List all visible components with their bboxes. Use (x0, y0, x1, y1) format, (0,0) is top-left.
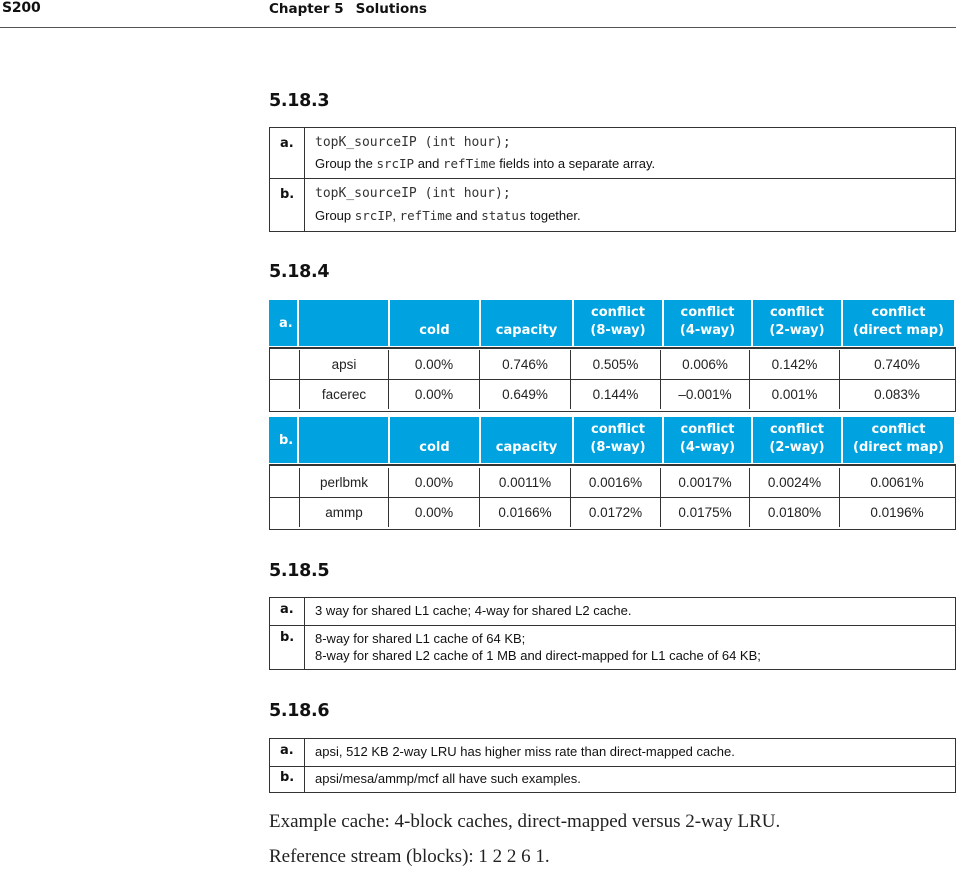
text-run: , (392, 208, 400, 223)
row-body (305, 128, 955, 178)
table-row (269, 468, 956, 498)
header-line: (8-way) (590, 323, 646, 338)
row-text: apsi/mesa/ammp/mcf all have such examples. (315, 771, 581, 786)
table-5-18-3 (269, 127, 956, 232)
row-name: facerec (300, 380, 389, 409)
row-name: ammp (300, 498, 389, 527)
table-header-a (269, 300, 956, 346)
col-header-conflict-8way (574, 417, 662, 463)
function-signature: topK_sourceIP (int hour); (315, 186, 511, 201)
header-line: conflict (871, 422, 926, 437)
row-label: a. (270, 598, 305, 625)
cell: 0.0172% (571, 498, 661, 527)
page-header (0, 0, 956, 28)
cell: 0.00% (389, 498, 480, 527)
code-run: srcIP (354, 208, 393, 223)
header-line: (4-way) (679, 323, 736, 338)
table-row (269, 350, 956, 380)
header-line: conflict (680, 422, 735, 437)
row-spacer (269, 350, 300, 379)
table-row (270, 767, 955, 792)
cell: 0.0016% (571, 468, 661, 497)
header-rule (0, 27, 956, 28)
text-run: and (414, 156, 443, 171)
page-number: S200 (2, 0, 41, 16)
row-spacer (269, 468, 300, 497)
cell: 0.0166% (480, 498, 571, 527)
code-run: srcIP (376, 156, 415, 171)
text-run: and (452, 208, 482, 223)
header-line: conflict (770, 305, 824, 320)
header-line: conflict (680, 305, 735, 320)
running-head (269, 1, 427, 17)
cell: 0.006% (661, 350, 750, 379)
cell: 0.746% (480, 350, 571, 379)
body-text-line: Reference stream (blocks): 1 2 2 6 1. (269, 846, 550, 867)
table-row (269, 380, 956, 409)
table-5-18-4 (269, 300, 956, 530)
row-description (315, 156, 955, 171)
header-line: conflict (770, 422, 824, 437)
body-text-line: Example cache: 4-block caches, direct-mapped versus 2-way LRU. (269, 811, 781, 832)
section-title-5-18-4: 5.18.4 (269, 262, 330, 282)
cell: 0.0061% (870, 475, 924, 490)
section-title-5-18-5: 5.18.5 (269, 561, 330, 581)
col-header-conflict-4way (664, 417, 751, 463)
header-line: conflict (591, 305, 645, 320)
row-text-line: 8-way for shared L1 cache of 64 KB; (315, 631, 526, 646)
table-5-18-6 (269, 738, 956, 793)
col-header-cold (390, 417, 479, 463)
col-header-cold (390, 300, 479, 346)
table-row (270, 626, 955, 669)
header-blank (299, 417, 388, 463)
header-line: capacity (495, 323, 558, 338)
row-text-line: 8-way for shared L2 cache of 1 MB and direct-mapped for L1 cache of 64 KB; (315, 648, 761, 663)
row-label: a. (270, 128, 305, 178)
code-run: refTime (399, 208, 453, 223)
col-header-conflict-direct (843, 300, 954, 346)
function-signature: topK_sourceIP (int hour); (315, 135, 511, 150)
row-spacer (269, 498, 300, 527)
row-text: 3 way for shared L1 cache; 4-way for shared L2 cache. (315, 603, 632, 618)
col-header-capacity (481, 300, 572, 346)
section-label: Solutions (355, 1, 427, 17)
row-description (315, 208, 955, 223)
row-spacer (269, 380, 300, 409)
header-line: cold (419, 440, 450, 455)
col-header-conflict-8way (574, 300, 662, 346)
row-text: apsi, 512 KB 2-way LRU has higher miss rate than direct-mapped cache. (315, 744, 735, 759)
table-row (270, 128, 955, 179)
cell: 0.00% (389, 350, 480, 379)
chapter-label: Chapter 5 (269, 1, 344, 17)
text-run: Group the (315, 156, 377, 171)
header-line: (2-way) (769, 440, 825, 455)
col-header-conflict-4way (664, 300, 751, 346)
header-line: conflict (591, 422, 645, 437)
cell: 0.0180% (750, 498, 840, 527)
col-header-conflict-2way (753, 300, 841, 346)
col-header-conflict-direct (843, 417, 954, 463)
col-header-conflict-2way (753, 417, 841, 463)
cell: 0.083% (874, 387, 920, 402)
text-run: Group (315, 208, 355, 223)
text-run: together. (526, 208, 581, 223)
cell: –0.001% (661, 380, 750, 409)
cell: 0.0024% (750, 468, 840, 497)
section-title-5-18-6: 5.18.6 (269, 701, 330, 721)
header-line: (direct map) (853, 440, 944, 455)
header-line: capacity (495, 440, 558, 455)
section-title-5-18-3: 5.18.3 (269, 91, 330, 111)
table-row (270, 598, 955, 626)
cell: 0.0017% (661, 468, 750, 497)
cell: 0.505% (571, 350, 661, 379)
row-body (305, 626, 955, 669)
code-run: refTime (443, 156, 496, 171)
header-line: conflict (871, 305, 926, 320)
cell: 0.0175% (661, 498, 750, 527)
header-blank (299, 300, 388, 346)
cell: 0.740% (874, 357, 920, 372)
cell: 0.00% (389, 468, 480, 497)
block-label: b. (269, 417, 297, 463)
cell: 0.001% (750, 380, 840, 409)
header-line: (direct map) (853, 323, 944, 338)
row-name: perlbmk (300, 468, 389, 497)
col-header-capacity (481, 417, 572, 463)
row-body (305, 179, 955, 231)
row-label: b. (270, 767, 305, 792)
header-line: (8-way) (590, 440, 646, 455)
block-label: a. (269, 300, 297, 346)
row-label: b. (270, 626, 305, 669)
table-row (269, 498, 956, 527)
cell: 0.0011% (480, 468, 571, 497)
table-header-b (269, 417, 956, 463)
header-line: (4-way) (679, 440, 736, 455)
cell: 0.00% (389, 380, 480, 409)
table-row (270, 739, 955, 767)
table-row (270, 179, 955, 231)
table-5-18-5 (269, 597, 956, 670)
row-label: a. (270, 739, 305, 766)
row-label: b. (270, 179, 305, 231)
text-run: fields into a separate array. (495, 156, 656, 171)
cell: 0.649% (480, 380, 571, 409)
cell: 0.142% (750, 350, 840, 379)
header-line: (2-way) (769, 323, 825, 338)
header-line: cold (419, 323, 450, 338)
cell: 0.144% (571, 380, 661, 409)
row-name: apsi (300, 350, 389, 379)
code-run: status (481, 208, 527, 223)
cell: 0.0196% (870, 505, 924, 520)
